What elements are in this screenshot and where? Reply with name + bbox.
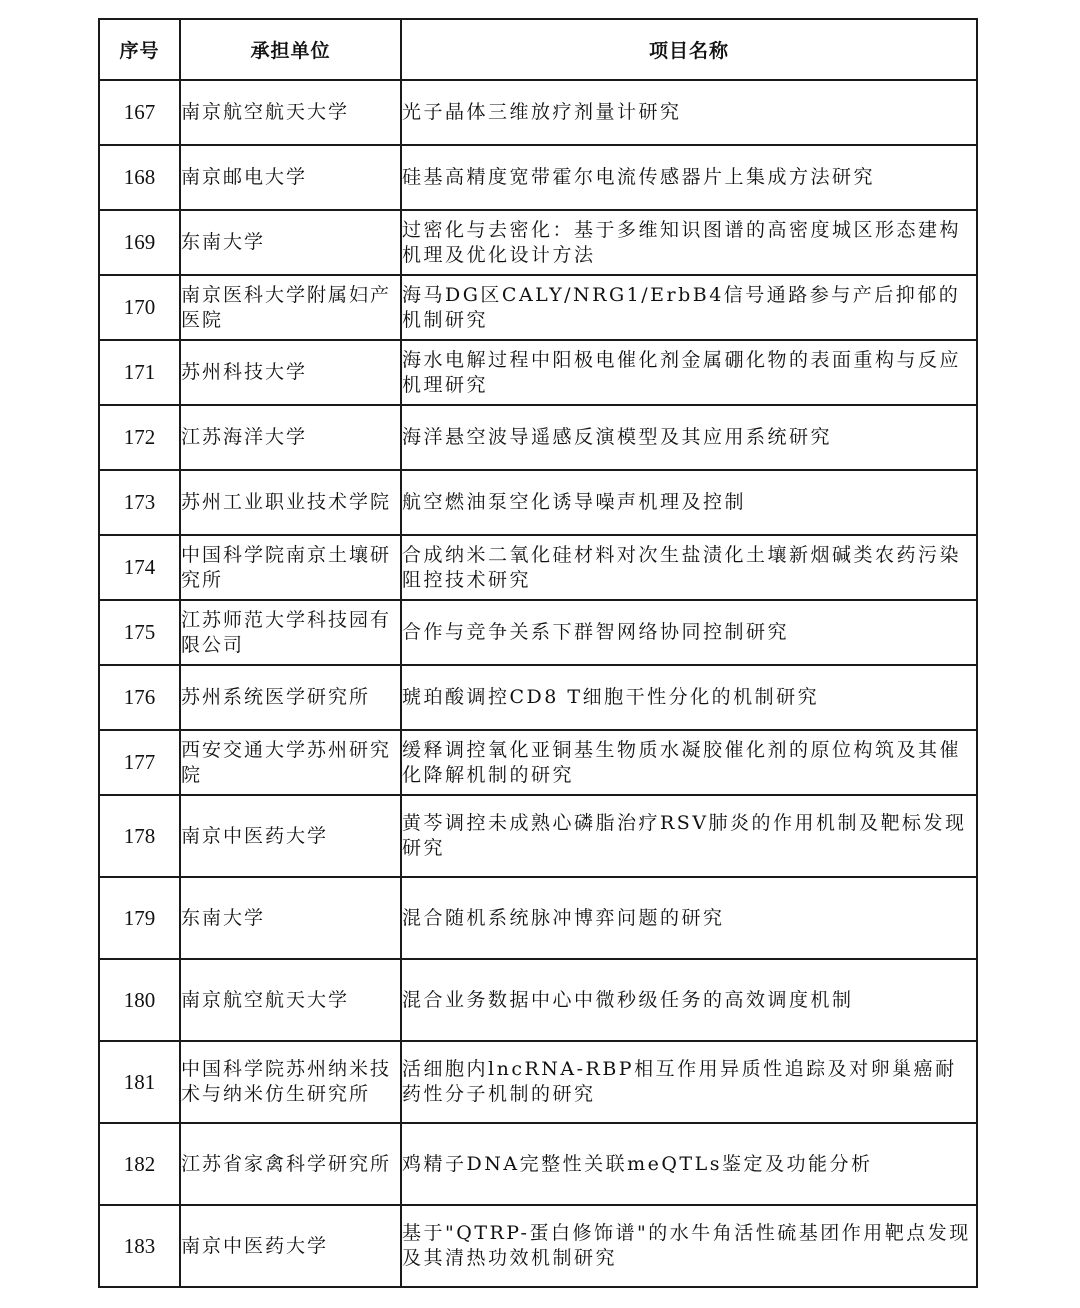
row-unit: 苏州工业职业技术学院	[180, 470, 401, 535]
row-unit: 中国科学院苏州纳米技术与纳米仿生研究所	[180, 1041, 401, 1123]
table-row	[99, 535, 977, 600]
row-project: 硅基高精度宽带霍尔电流传感器片上集成方法研究	[401, 145, 977, 210]
row-unit: 东南大学	[180, 210, 401, 275]
row-serial-number: 174	[99, 535, 180, 600]
row-unit: 西安交通大学苏州研究院	[180, 730, 401, 795]
table-row	[99, 470, 977, 535]
table-row	[99, 600, 977, 665]
row-serial-number: 178	[99, 795, 180, 877]
row-serial-number: 167	[99, 80, 180, 145]
row-serial-number: 177	[99, 730, 180, 795]
row-serial-number: 171	[99, 340, 180, 405]
table-row	[99, 1041, 977, 1123]
table-row	[99, 145, 977, 210]
table-row	[99, 877, 977, 959]
row-project: 混合随机系统脉冲博弈问题的研究	[401, 877, 977, 959]
row-project: 活细胞内lncRNA-RBP相互作用异质性追踪及对卵巢癌耐药性分子机制的研究	[401, 1041, 977, 1123]
table-row	[99, 1205, 977, 1287]
table-row	[99, 959, 977, 1041]
table-row	[99, 730, 977, 795]
row-serial-number: 182	[99, 1123, 180, 1205]
row-project: 琥珀酸调控CD8 T细胞干性分化的机制研究	[401, 665, 977, 730]
row-serial-number: 175	[99, 600, 180, 665]
row-project: 黄芩调控未成熟心磷脂治疗RSV肺炎的作用机制及靶标发现研究	[401, 795, 977, 877]
row-serial-number: 179	[99, 877, 180, 959]
row-unit: 中国科学院南京土壤研究所	[180, 535, 401, 600]
table-row	[99, 210, 977, 275]
row-unit: 东南大学	[180, 877, 401, 959]
row-project: 缓释调控氧化亚铜基生物质水凝胶催化剂的原位构筑及其催化降解机制的研究	[401, 730, 977, 795]
row-serial-number: 173	[99, 470, 180, 535]
table-row	[99, 405, 977, 470]
row-serial-number: 176	[99, 665, 180, 730]
row-serial-number: 168	[99, 145, 180, 210]
row-project: 合成纳米二氧化硅材料对次生盐渍化土壤新烟碱类农药污染阻控技术研究	[401, 535, 977, 600]
row-unit: 南京中医药大学	[180, 795, 401, 877]
row-unit: 苏州科技大学	[180, 340, 401, 405]
table-row	[99, 1123, 977, 1205]
header-undertaking-unit: 承担单位	[180, 19, 401, 80]
row-unit: 南京邮电大学	[180, 145, 401, 210]
row-unit: 南京航空航天大学	[180, 959, 401, 1041]
row-project: 海水电解过程中阳极电催化剂金属硼化物的表面重构与反应机理研究	[401, 340, 977, 405]
row-serial-number: 181	[99, 1041, 180, 1123]
header-row	[99, 19, 977, 80]
row-project: 海洋悬空波导遥感反演模型及其应用系统研究	[401, 405, 977, 470]
table-row	[99, 275, 977, 340]
row-project: 混合业务数据中心中微秒级任务的高效调度机制	[401, 959, 977, 1041]
table-row	[99, 340, 977, 405]
row-serial-number: 180	[99, 959, 180, 1041]
header-project-name: 项目名称	[401, 19, 977, 80]
table-header	[99, 19, 977, 80]
row-unit: 苏州系统医学研究所	[180, 665, 401, 730]
header-serial-number: 序号	[99, 19, 180, 80]
table-row	[99, 665, 977, 730]
row-unit: 江苏师范大学科技园有限公司	[180, 600, 401, 665]
row-unit: 江苏省家禽科学研究所	[180, 1123, 401, 1205]
row-unit: 南京医科大学附属妇产医院	[180, 275, 401, 340]
row-project: 合作与竞争关系下群智网络协同控制研究	[401, 600, 977, 665]
row-serial-number: 183	[99, 1205, 180, 1287]
project-list-table	[98, 18, 978, 1288]
row-project: 基于"QTRP-蛋白修饰谱"的水牛角活性硫基团作用靶点发现及其清热功效机制研究	[401, 1205, 977, 1287]
row-project: 过密化与去密化：基于多维知识图谱的高密度城区形态建构机理及优化设计方法	[401, 210, 977, 275]
row-unit: 江苏海洋大学	[180, 405, 401, 470]
row-unit: 南京中医药大学	[180, 1205, 401, 1287]
table-row	[99, 80, 977, 145]
row-project: 海马DG区CALY/NRG1/ErbB4信号通路参与产后抑郁的机制研究	[401, 275, 977, 340]
row-project: 光子晶体三维放疗剂量计研究	[401, 80, 977, 145]
table-body	[99, 80, 977, 1287]
row-project: 航空燃油泵空化诱导噪声机理及控制	[401, 470, 977, 535]
row-project: 鸡精子DNA完整性关联meQTLs鉴定及功能分析	[401, 1123, 977, 1205]
table-row	[99, 795, 977, 877]
row-serial-number: 170	[99, 275, 180, 340]
row-unit: 南京航空航天大学	[180, 80, 401, 145]
row-serial-number: 169	[99, 210, 180, 275]
row-serial-number: 172	[99, 405, 180, 470]
